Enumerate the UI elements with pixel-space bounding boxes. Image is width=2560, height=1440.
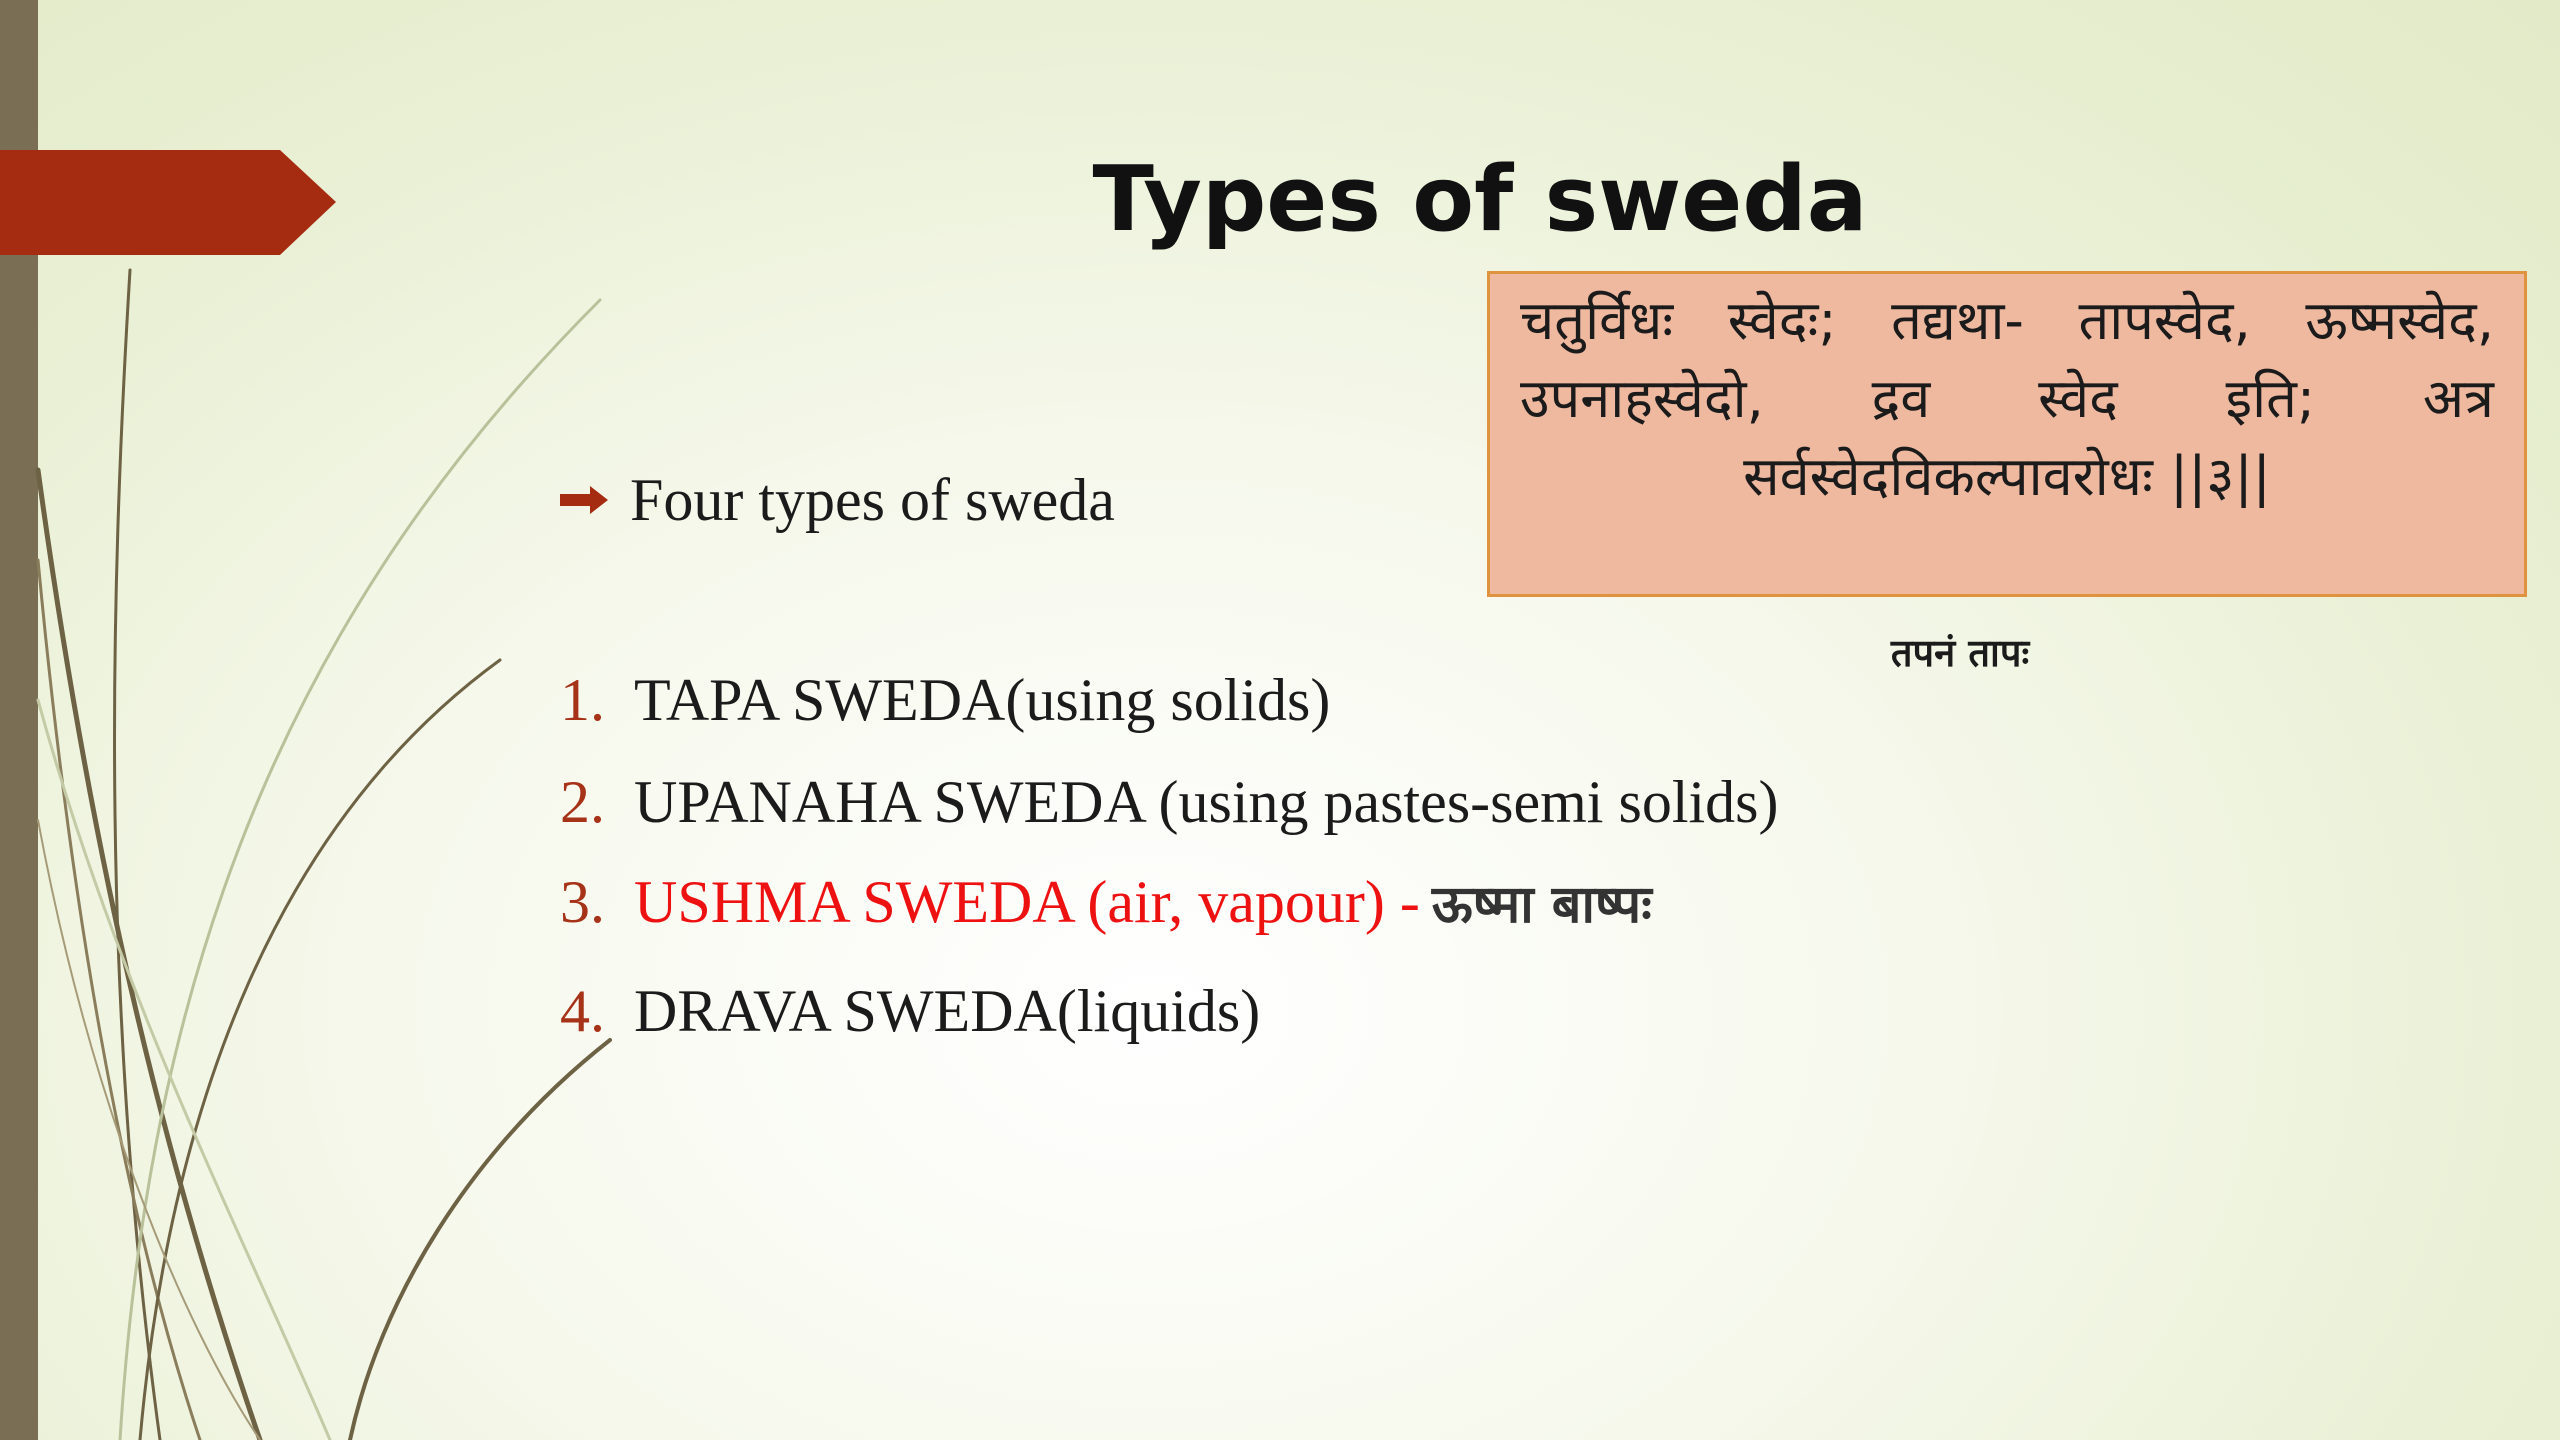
slide-title: Types of sweda [1092,147,1868,252]
sweda-types-list [560,660,1778,1051]
list-item-number: 1. [560,667,605,733]
sanskrit-verse-box: चतुर्विधः स्वेदः; तद्यथा- तापस्वेद, ऊष्मस्वेद, उपनाहस्वेदो, द्रव स्वेद इति; अत्र सर्वस्वेदविकल्पावरोधः ||३|| [1487,271,2527,597]
list-item-text-highlighted: USHMA SWEDA (air, vapour) - [634,869,1420,935]
list-item [560,660,1778,740]
list-item-number: 4. [560,978,605,1044]
bullet-point [560,460,1115,540]
list-item-number: 2. [560,769,605,835]
title-arrow-tab [0,150,336,255]
list-item [560,762,1778,842]
list-item-number: 3. [560,869,605,935]
list-item-text: TAPA SWEDA(using solids) [634,667,1331,733]
bullet-text: Four types of sweda [630,466,1115,533]
list-item [560,862,1778,945]
list-item-devanagari: ऊष्मा बाष्पः [1431,875,1652,935]
arrow-bullet-icon [560,486,608,514]
list-item-text: DRAVA SWEDA(liquids) [634,978,1261,1044]
list-item-text: UPANAHA SWEDA (using pastes-semi solids) [634,769,1779,835]
list-item [560,971,1778,1051]
sanskrit-annotation: तपनं तापः [1890,631,2030,675]
